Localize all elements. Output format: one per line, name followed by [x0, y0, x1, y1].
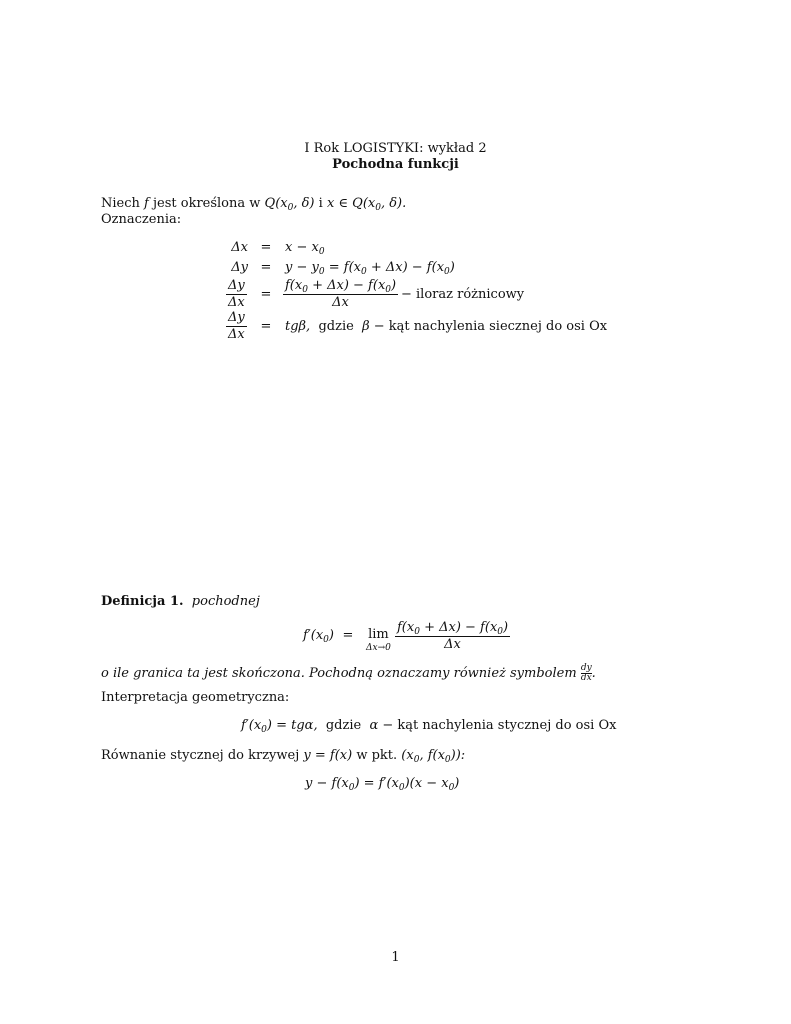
definition-label: Definicja 1. [101, 594, 184, 609]
geometry-formula: $f'(x_0) = tg\alpha$, gdzie α − kąt nachylenia stycznej do osi Ox [241, 718, 617, 735]
notation-row-1 [0, 240, 791, 256]
tangent-heading: Równanie stycznej do krzywej y = f(x) w pkt. ($x_0$, $f(x_0)$): [101, 748, 466, 765]
rhs-delta-x: $x - x_0$ [285, 240, 325, 257]
definition-note: o ile granica ta jest skończona. Pochodną oznaczamy również symbolem $\frac{dy}{dx}$ . [101, 663, 596, 683]
intro-text: Niech [101, 196, 140, 211]
notation-row-4 [0, 310, 791, 344]
math-neighbourhood: $Q(x_0$, δ) [264, 196, 315, 213]
derivative-quotient: $\frac{f(x_0 + \Delta x) - f(x_0)}{\Delta x}$ [397, 620, 509, 652]
difference-quotient-note: − iloraz różnicowy [401, 287, 525, 302]
course-title: I Rok LOGISTYKI: wykład 2 [304, 141, 487, 156]
derivative-lhs: $f'(x_0)$ [303, 628, 334, 645]
notation-row-3 [0, 278, 791, 312]
rhs-difference-quotient: $\frac{f(x_0 + \Delta x) - f(x_0)}{\Delta x}$ [285, 278, 397, 310]
notation-heading-text: Oznaczenia: [101, 212, 182, 227]
definition-note-text: o ile granica ta jest skończona. Pochodną oznaczamy również symbolem [101, 666, 577, 681]
page-number [0, 950, 791, 966]
lhs-delta-y: Δy [231, 260, 248, 275]
equals-sign: = [260, 260, 272, 275]
geometry-heading [101, 690, 289, 706]
intro-text: jest określona w [152, 196, 261, 211]
intro-text: i [318, 196, 323, 211]
equals-sign: = [342, 628, 354, 643]
lhs-difference-quotient: $\frac{\Delta y}{\Delta x}$ [228, 278, 245, 310]
lhs-delta-x: Δx [231, 240, 248, 255]
rhs-delta-y: $y - y_0 = f(x_0 + \Delta x) - f(x_0)$ [285, 260, 455, 277]
page-number-text: 1 [391, 950, 400, 965]
notation-heading [101, 212, 181, 228]
leibniz-notation: $\frac{dy}{dx}$ [580, 663, 592, 683]
secant-slope-text: tgβ, gdzie β − kąt nachylenia siecznej do osi Ox [285, 319, 608, 334]
limit-operator: lim Δx→0 [366, 627, 391, 653]
math-x-in-Q: x ∈ $Q(x_0$, δ). [326, 196, 407, 213]
course-line [0, 141, 791, 157]
intro-line-1 [101, 196, 406, 212]
math-f: f [144, 196, 149, 211]
definition-name: pochodnej [191, 594, 260, 609]
derivative-definition-formula [0, 620, 791, 656]
lhs-slope-quotient: $\frac{\Delta y}{\Delta x}$ [228, 310, 245, 342]
definition-heading [101, 594, 260, 610]
page-title [0, 157, 791, 173]
equals-sign: = [260, 240, 272, 255]
equals-sign: = [260, 319, 272, 334]
page-title-text: Pochodna funkcji [332, 157, 459, 172]
tangent-equation: $y - f(x_0) = f'(x_0)(x - x_0)$ [305, 776, 460, 793]
equals-sign: = [260, 287, 272, 302]
geometry-heading-text: Interpretacja geometryczna: [101, 690, 290, 705]
notation-row-2 [0, 260, 791, 276]
